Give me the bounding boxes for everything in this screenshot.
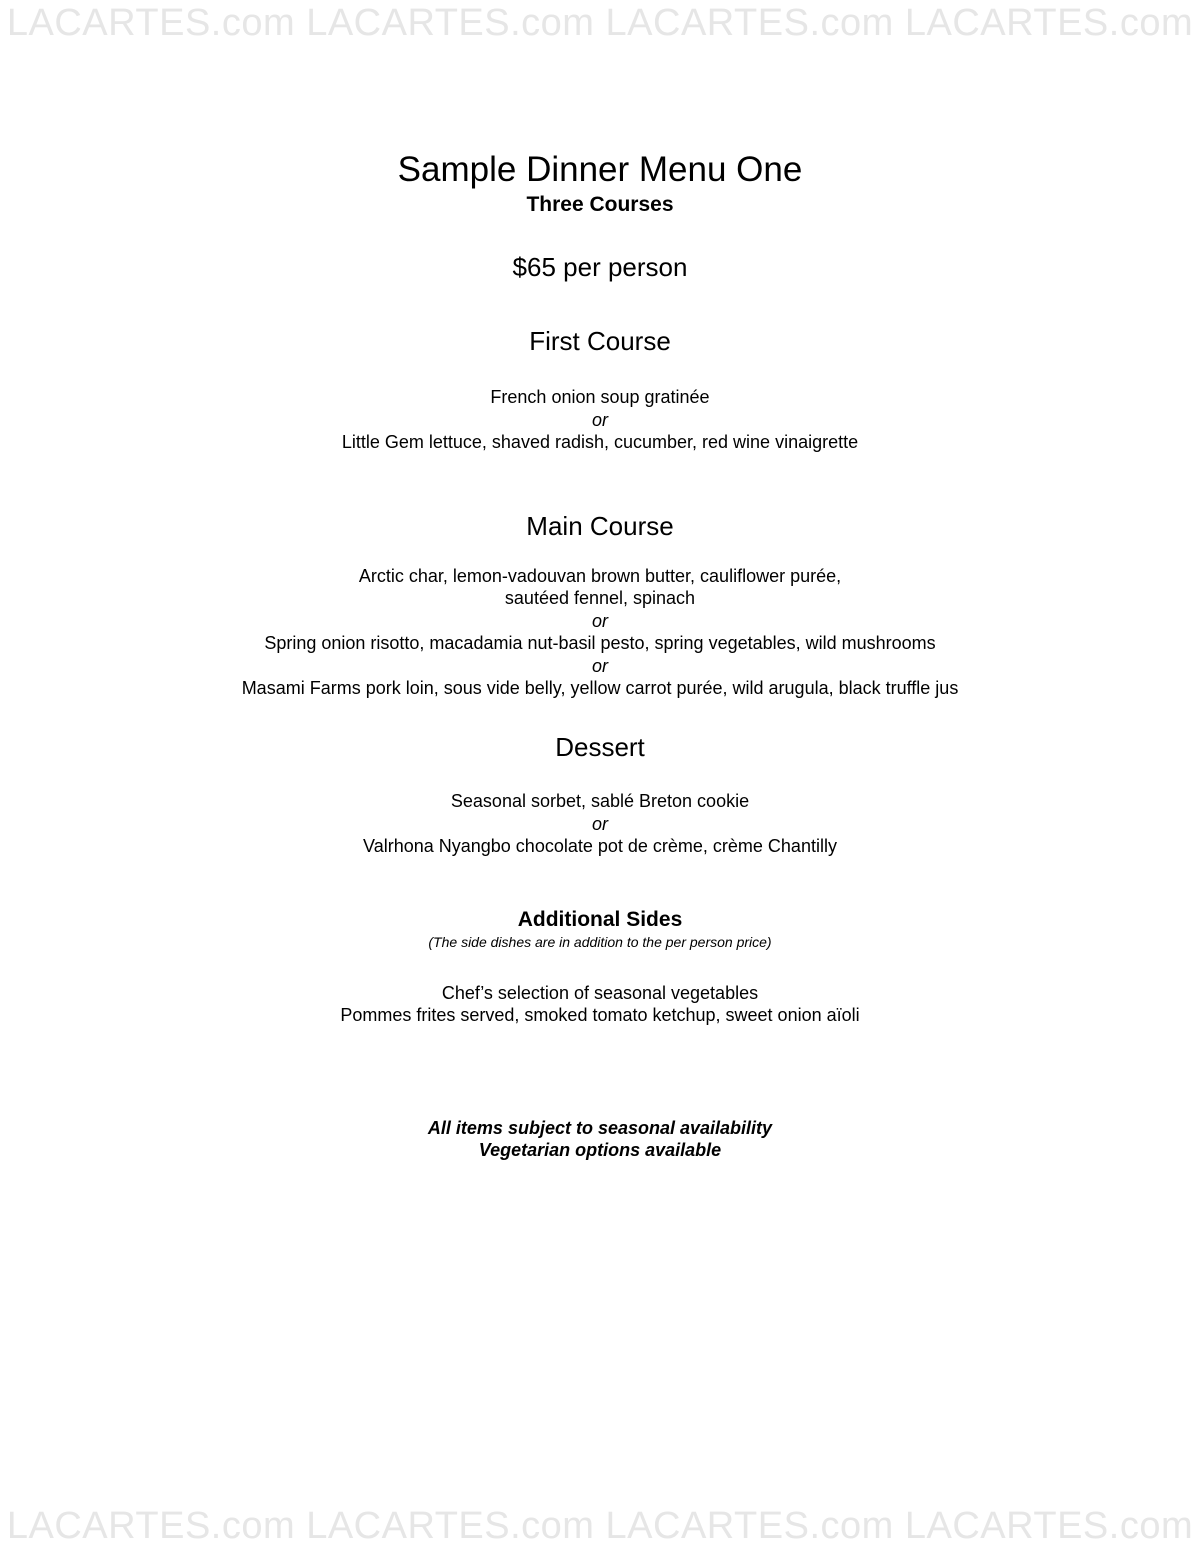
dessert-option-1: Seasonal sorbet, sablé Breton cookie (450, 791, 750, 811)
footnote-seasonal: All items subject to seasonal availability (427, 1118, 773, 1138)
additional-sides-note: (The side dishes are in addition to the per person price) (428, 934, 772, 950)
main-course-or-1: or (591, 611, 608, 631)
dessert-option-2: Valrhona Nyangbo chocolate pot de crème, crème Chantilly (363, 836, 837, 856)
main-course-heading: Main Course (526, 511, 674, 541)
main-course-option-1-line-1: Arctic char, lemon-vadouvan brown butter, cauliflower purée, (358, 566, 842, 586)
first-course-option-2: Little Gem lettuce, shaved radish, cucumber, red wine vinaigrette (341, 432, 859, 452)
menu-subtitle: Three Courses (526, 193, 674, 216)
dessert-or: or (591, 814, 608, 834)
watermark-bottom: LACARTES.com LACARTES.com LACARTES.com LACARTES.com (6, 1505, 1194, 1547)
footnote-vegetarian: Vegetarian options available (478, 1140, 722, 1160)
first-course-heading: First Course (529, 326, 671, 356)
main-course-option-1-line-2: sautéed fennel, spinach (504, 588, 696, 608)
main-course-option-2: Spring onion risotto, macadamia nut-basil pesto, spring vegetables, wild mushrooms (264, 633, 936, 653)
dessert-heading: Dessert (555, 732, 645, 762)
side-item-1: Chef’s selection of seasonal vegetables (441, 983, 759, 1003)
main-course-option-3: Masami Farms pork loin, sous vide belly, yellow carrot purée, wild arugula, black truffle jus (241, 678, 959, 698)
first-course-option-1: French onion soup gratinée (490, 387, 710, 407)
side-item-2: Pommes frites served, smoked tomato ketchup, sweet onion aïoli (340, 1005, 860, 1025)
watermark-top: LACARTES.com LACARTES.com LACARTES.com LACARTES.com (6, 2, 1194, 44)
menu-title: Sample Dinner Menu One (397, 150, 803, 189)
main-course-or-2: or (591, 656, 608, 676)
menu-price: $65 per person (512, 252, 688, 282)
additional-sides-heading: Additional Sides (517, 908, 683, 931)
first-course-or: or (591, 410, 608, 430)
